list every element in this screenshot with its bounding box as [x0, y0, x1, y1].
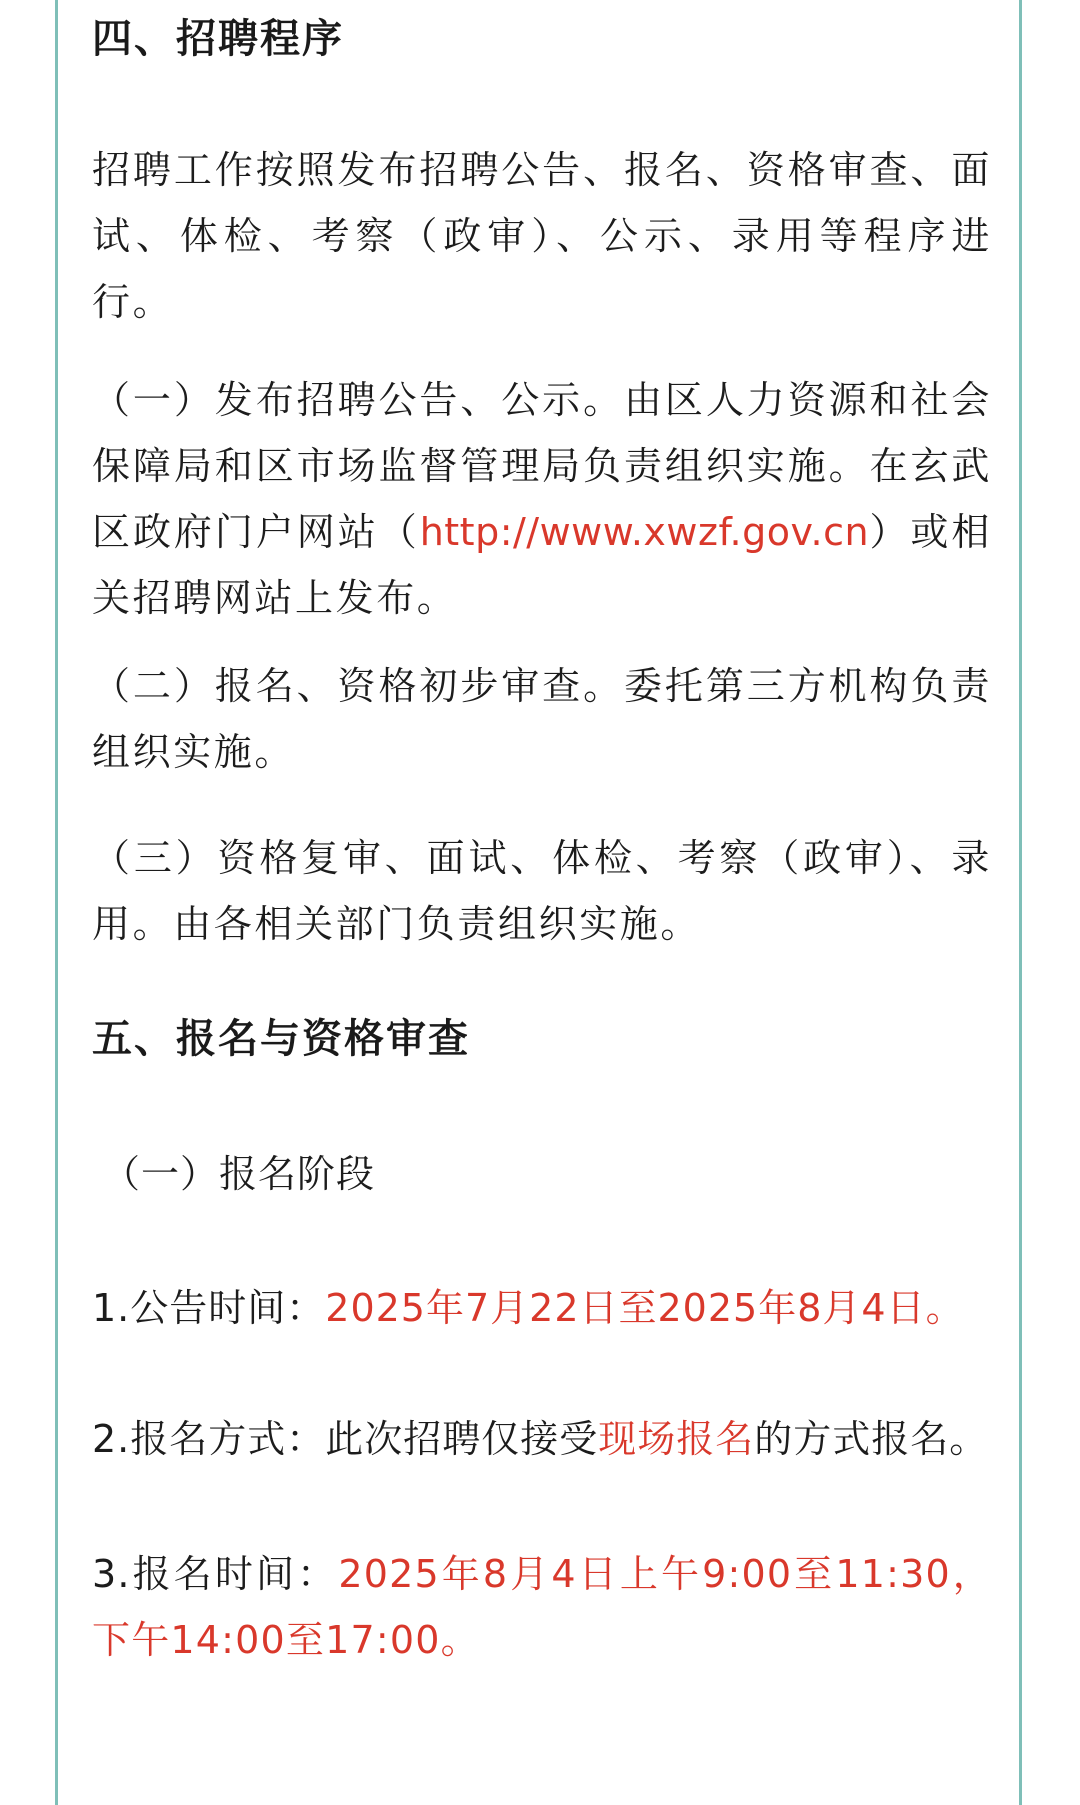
registration-method — [92, 1414, 988, 1464]
registration-time-value: 2025年8月4日上午9:00至11:30，下午14:00至17:00。 — [92, 1552, 992, 1662]
section-5-sub-1: （一）报名阶段 — [102, 1152, 376, 1196]
gov-portal-link[interactable]: http://www.xwzf.gov.cn — [419, 510, 870, 554]
registration-time — [92, 1541, 992, 1673]
registration-method-highlight: 现场报名 — [598, 1417, 755, 1461]
registration-time-label: 3.报名时间： — [92, 1552, 339, 1596]
item-1-text-after: ）或相关招聘网站上发布。 — [92, 510, 992, 620]
section-4-item-3: （三）资格复审、面试、体检、考察（政审）、录用。由各相关部门负责组织实施。 — [92, 836, 992, 946]
announcement-time — [92, 1283, 965, 1333]
registration-method-tail: 的方式报名。 — [754, 1417, 989, 1461]
section-4-item-1 — [92, 367, 992, 631]
section-4-heading: 四、招聘程序 — [92, 16, 344, 62]
registration-method-label: 2.报名方式：此次招聘仅接受 — [92, 1417, 599, 1461]
announcement-time-value: 2025年7月22日至2025年8月4日。 — [325, 1286, 965, 1330]
section-4-intro: 招聘工作按照发布招聘公告、报名、资格审查、面试、体检、考察（政审）、公示、录用等程序进行。 — [92, 148, 992, 324]
item-1-text: （一）发布招聘公告、公示。由区人力资源和社会保障局和区市场监督管理局负责组织实施。在玄武区政府门户网站（ — [92, 378, 992, 554]
section-4-item-2: （二）报名、资格初步审查。委托第三方机构负责组织实施。 — [92, 664, 992, 774]
announcement-time-label: 1.公告时间： — [92, 1286, 326, 1330]
section-5-heading: 五、报名与资格审查 — [92, 1016, 470, 1062]
